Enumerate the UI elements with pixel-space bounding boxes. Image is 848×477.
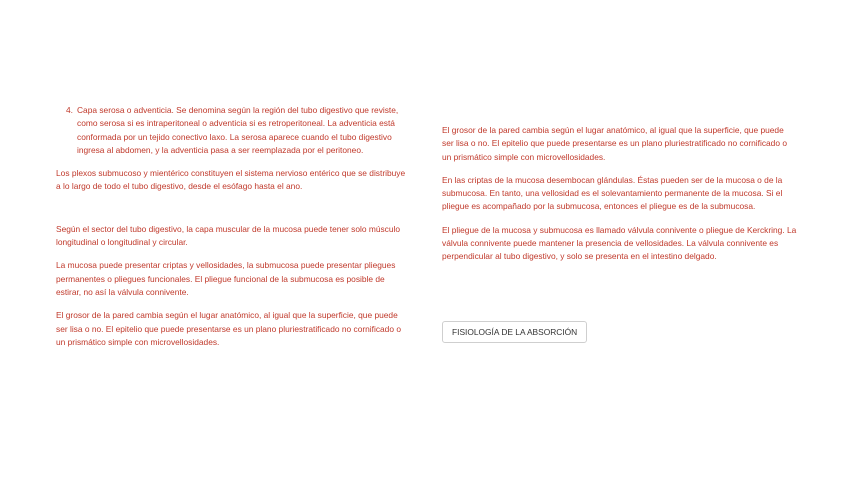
list-item-text: Capa serosa o adventicia. Se denomina según la región del tubo digestivo que reviste, como serosa si es intraperitoneal o adventicia si es retroperitoneal. La adventicia está conformada por un tejido conectivo laxo. La serosa aparece cuando el tubo digestivo ingresa al abdomen, y la adventicia pasa a ser reemplazada por el peritoneo.: [77, 105, 399, 155]
paragraph-plexos: Los plexos submucoso y mientérico constituyen el sistema nervioso entérico que se distribuye a lo largo de todo el tubo digestivo, desde el esófago hasta el ano.: [56, 168, 406, 192]
left-column: [56, 104, 406, 349]
paragraph-grosor-pared-right: El grosor de la pared cambia según el lugar anatómico, al igual que la superficie, que puede ser lisa o no. El epitelio que puede presentarse es un plano pluriestratificado no cornificado o un prismático simple con microvellosidades.: [442, 125, 787, 162]
paragraph-capa-muscular: Según el sector del tubo digestivo, la capa muscular de la mucosa puede tener solo músculo longitudinal o longitudinal y circular.: [56, 223, 401, 248]
fisiologia-absorcion-button[interactable]: FISIOLOGÍA DE LA ABSORCIÓN: [442, 321, 587, 343]
list-item: [56, 104, 406, 157]
paragraph-grosor-pared: El grosor de la pared cambia según el lugar anatómico, al igual que la superficie, que puede ser lisa o no. El epitelio que puede presentarse es un plano pluriestratificado no cornificado o un prismático simple con microvellosidades.: [56, 310, 401, 347]
paragraph-pliegue-kerckring: El pliegue de la mucosa y submucosa es llamado válvula connivente o pliegue de Kerckring. La válvula connivente puede mantener la presencia de vellosidades. La válvula connivente es perpendicular al tubo digestivo, y solo se presenta en el intestino delgado.: [442, 224, 797, 262]
paragraph-criptas-glandulas: En las criptas de la mucosa desembocan glándulas. Éstas pueden ser de la mucosa o de la submucosa. En tanto, una vellosidad es el solevantamiento permanente de la mucosa. Si el pliegue es acompañado por la submucosa, entonces el pliegue es de la submucosa.: [442, 174, 783, 212]
right-column: [442, 124, 797, 264]
list-number: 4.: [66, 105, 73, 115]
paragraph-mucosa-criptas: La mucosa puede presentar criptas y vellosidades, la submucosa puede presentar pliegues permanentes o pliegues funcionales. El pliegue funcional de la submucosa es posible de estirar, no así la válvula connivente.: [56, 260, 396, 297]
